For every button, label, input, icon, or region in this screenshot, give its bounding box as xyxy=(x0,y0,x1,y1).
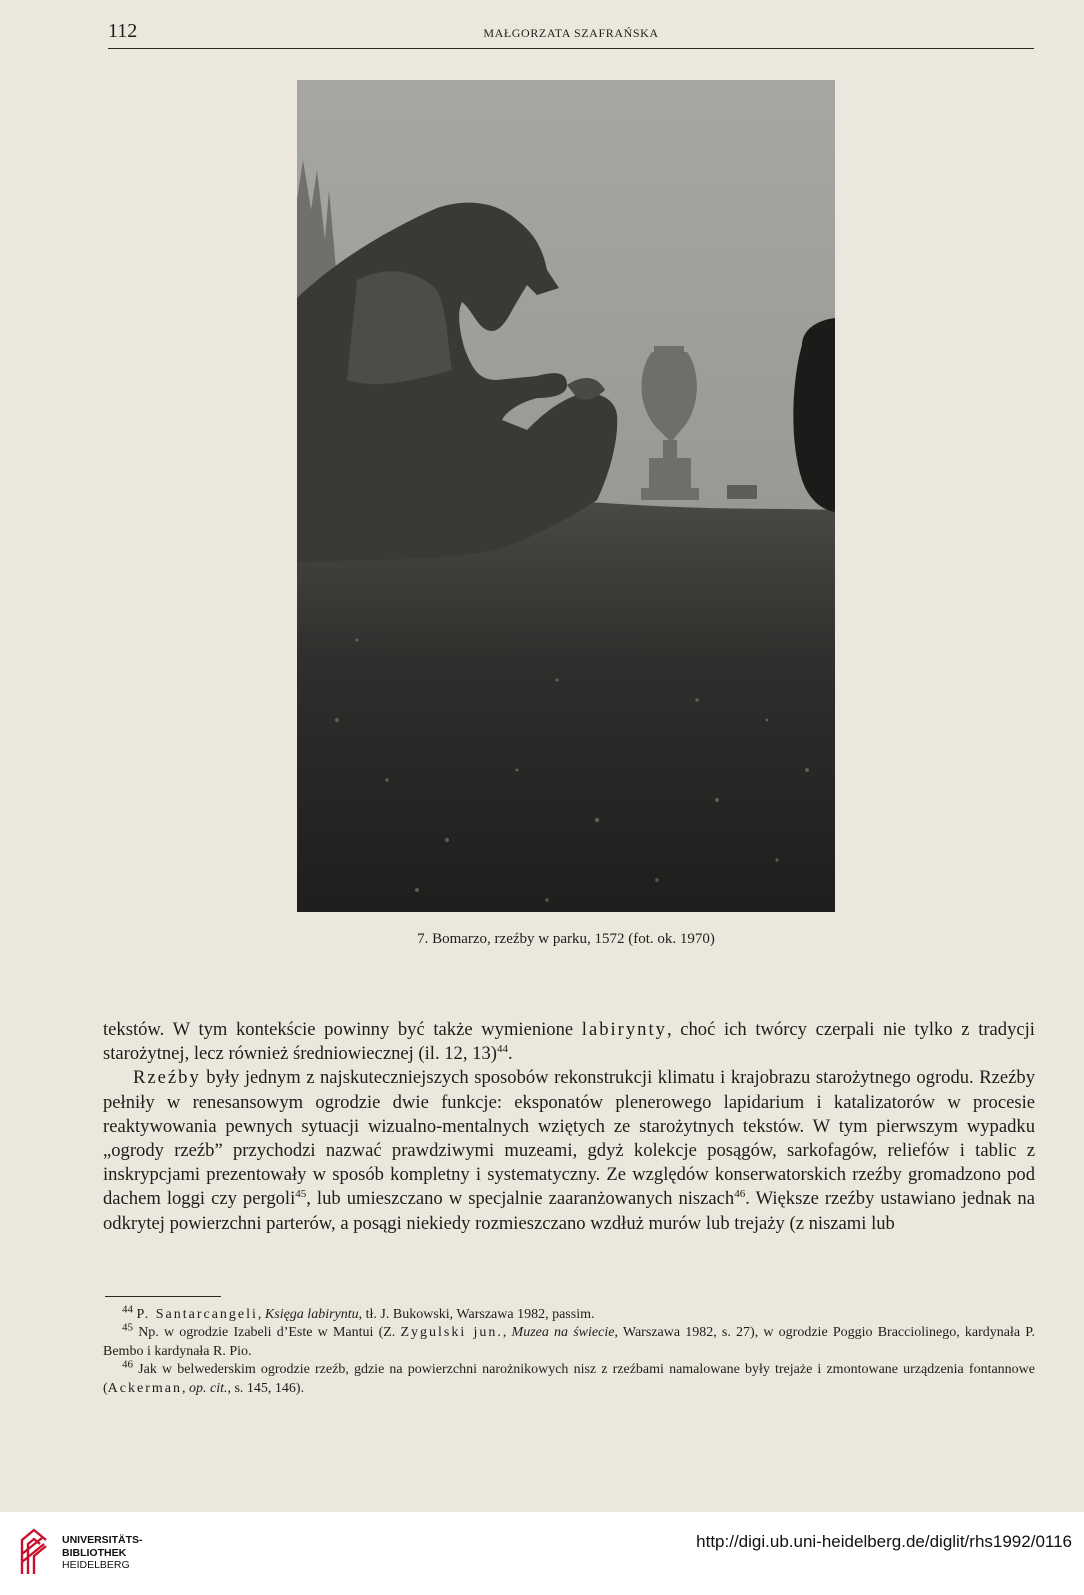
emphasized-term: Rzeźby xyxy=(133,1067,201,1089)
figure-caption: 7. Bomarzo, rzeźby w parku, 1572 (fot. ok. 1970) xyxy=(417,931,715,947)
page-header xyxy=(108,20,1034,49)
footnote-text: , s. 145, 146). xyxy=(227,1380,305,1396)
text-run: , lub umieszczano w specjalnie zaaranżowanych niszach xyxy=(306,1188,735,1210)
paragraph-1 xyxy=(103,1018,1035,1066)
page-footer xyxy=(0,1512,1084,1595)
footnote-title: Muzea na świecie xyxy=(511,1325,615,1341)
footnote-sep: , xyxy=(257,1307,265,1322)
source-url[interactable]: http://digi.ub.uni-heidelberg.de/diglit/rhs1992/0116 xyxy=(696,1532,1072,1551)
footnote-number: 45 xyxy=(122,1321,133,1334)
library-name xyxy=(62,1534,143,1572)
footnote-ref: 46 xyxy=(734,1188,746,1201)
text-run: były jednym z najskuteczniejszych sposobów rekonstrukcji klimatu i krajobrazu starożytnego ogrodu. Rzeźby pełniły w renesansowym ogrodzie dwie funkcje: eksponatów plenerowego lapidarium i katalizatorów w procesie reaktywowania pewnych sytuacji wizualno-mentalnych wziętych ze starożytnych tekstów. W tym pierwszym wypadku „ogrody rzeźb” przychodzi nazwać prawdziwymi muzeami, gdyż kolekcje posągów, sarkofagów, reliefów i tablic z inskrypcjami prezentowały w sposób kompletny i systematyczny. Ze względów konserwatorskich rzeźby gromadzono pod dachem loggi czy pergoli xyxy=(103,1067,1035,1210)
library-name-line: HEIDELBERG xyxy=(62,1559,130,1571)
footnote-number: 44 xyxy=(122,1303,133,1316)
footnotes xyxy=(103,1303,1036,1398)
footnote-divider xyxy=(105,1296,221,1297)
library-name-line: BIBLIOTHEK xyxy=(62,1546,127,1559)
footnote-text: Jak w belwederskim ogrodzie rzeźb, gdzie na powierzchni narożnikowych nisz z rzeźbami namalowane były trejaże i zmontowane urządzenia fontannowe ( xyxy=(103,1362,1036,1396)
footnote-sep: , xyxy=(502,1325,512,1341)
footnote-text: Np. w ogrodzie Izabeli d’Este w Mantui (Z. xyxy=(138,1325,401,1341)
footnote-sep: , xyxy=(181,1380,189,1396)
footnote-number: 46 xyxy=(122,1358,133,1371)
text-run: tekstów. W tym kontekście powinny być także wymienione xyxy=(103,1019,582,1040)
footnote-ref: 45 xyxy=(295,1188,307,1201)
footnote-45 xyxy=(103,1321,1036,1361)
running-head: MAŁGORZATA SZAFRAŃSKA xyxy=(483,26,659,40)
footnote-title: Księga labiryntu xyxy=(264,1307,359,1322)
text-run: , choć ich twórcy czerpali nie tylko z tradycji starożytnej, lecz również średniowiecznej (il. 12, 13) xyxy=(103,1019,1035,1065)
library-name-line: UNIVERSITÄTS- xyxy=(62,1534,143,1546)
paragraph-2 xyxy=(103,1066,1035,1235)
footnote-author: P. Santarcangeli xyxy=(136,1307,258,1322)
footnote-author: Ackerman xyxy=(107,1380,182,1396)
footnote-title: op. cit. xyxy=(188,1380,228,1396)
footnote-text: , tł. J. Bukowski, Warszawa 1982, passim. xyxy=(358,1307,595,1322)
figure-photo xyxy=(297,80,835,912)
photo-bomarzo-sculpture xyxy=(297,80,835,912)
footnote-text: , Warszawa 1982, s. 27), w ogrodzie Poggio Bracciolinego, kardynała P. Bembo i kardynała R. Pio. xyxy=(103,1325,1036,1359)
footnote-ref: 44 xyxy=(496,1043,508,1056)
page-number: 112 xyxy=(108,20,138,42)
library-logo-icon xyxy=(18,1526,52,1578)
text-run: . Większe rzeźby ustawiano jednak na odkrytej powierzchni parterów, a posągi niekiedy rozmieszczano wzdłuż murów lub trejaży (z niszami lub xyxy=(103,1188,1035,1234)
text-run: . xyxy=(507,1043,513,1065)
footnote-44 xyxy=(103,1303,1035,1324)
footnote-author: Zygulski jun. xyxy=(400,1325,503,1341)
footnote-46 xyxy=(103,1358,1036,1398)
emphasized-term: labirynty xyxy=(581,1019,667,1040)
body-text xyxy=(103,1018,1035,1236)
